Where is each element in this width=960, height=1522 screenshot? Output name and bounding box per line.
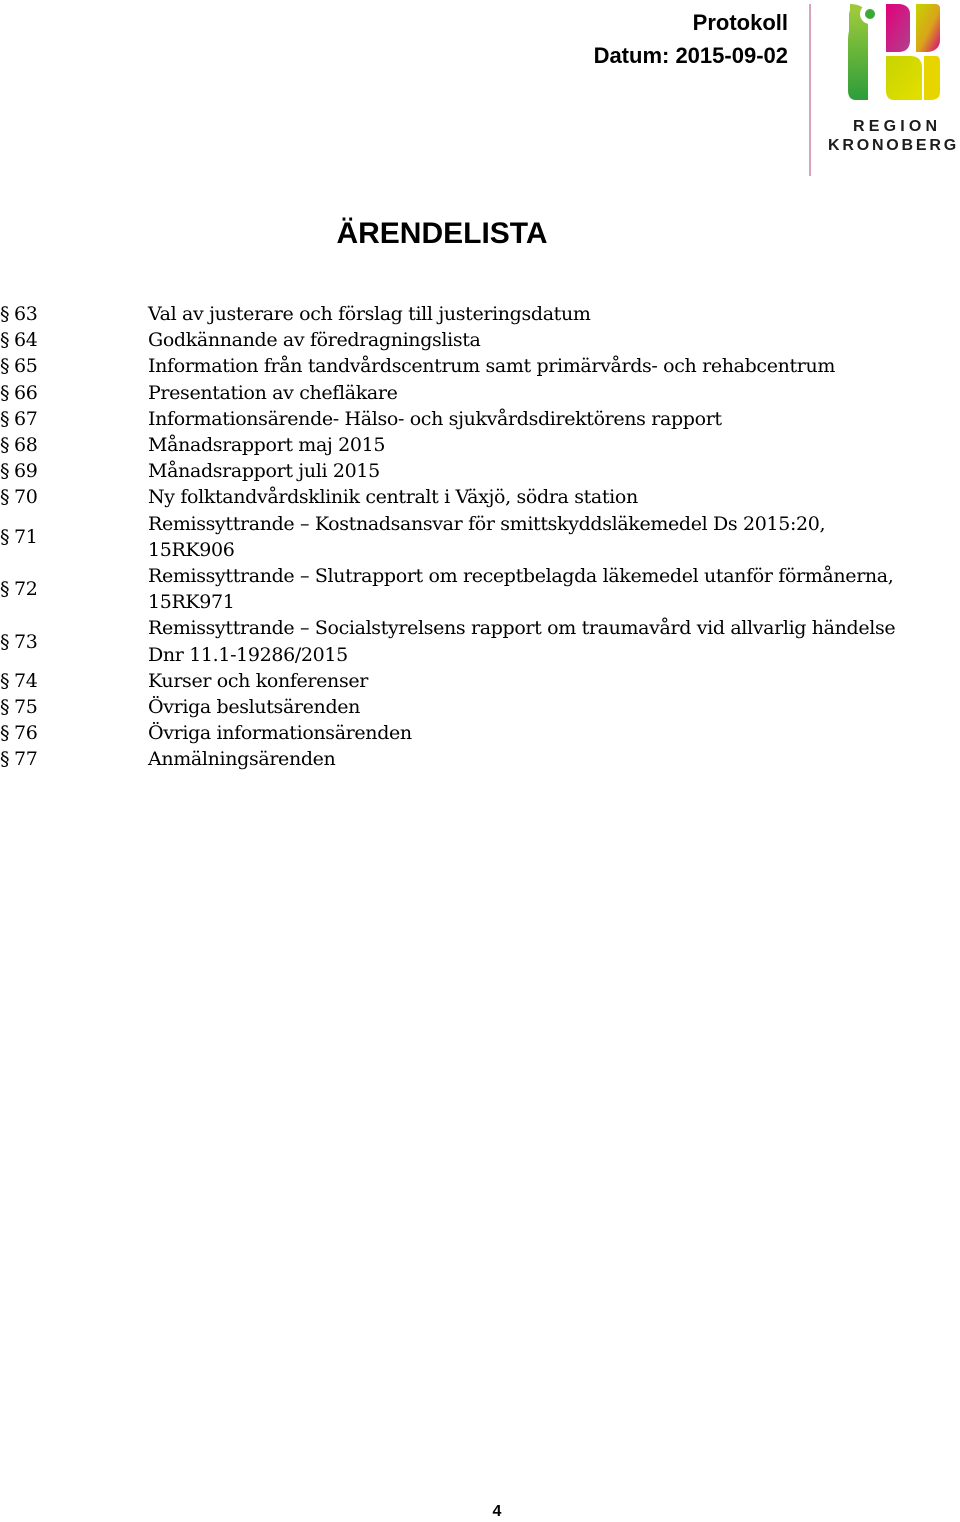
agenda-paragraph-number (0, 353, 148, 379)
section-symbol: § (0, 407, 10, 430)
section-symbol: § (0, 486, 10, 509)
agenda-paragraph-number (0, 301, 148, 327)
paragraph-number: 68 (14, 434, 38, 457)
paragraph-number: 64 (14, 329, 38, 352)
agenda-paragraph-number (0, 746, 148, 772)
agenda-paragraph-number (0, 668, 148, 694)
agenda-item-line: Remissyttrande – Socialstyrelsens rapport om traumavård vid allvarlig händelse (148, 617, 896, 640)
agenda-item-line: Presentation av chefläkare (148, 381, 398, 404)
agenda-item-text (148, 327, 900, 353)
agenda-paragraph-number (0, 380, 148, 406)
agenda-item (0, 563, 900, 615)
header-divider (809, 4, 811, 176)
section-symbol: § (0, 669, 10, 692)
agenda-item-text (148, 668, 900, 694)
paragraph-number: 76 (14, 722, 38, 745)
section-symbol: § (0, 748, 10, 771)
paragraph-number: 65 (14, 355, 38, 378)
logo-text-region: REGION (853, 118, 942, 135)
agenda-item-text (148, 563, 900, 615)
agenda-item (0, 301, 900, 327)
agenda-item-text (148, 484, 900, 510)
agenda-item (0, 484, 900, 510)
page-title: ÄRENDELISTA (336, 217, 548, 250)
paragraph-number: 63 (14, 303, 38, 325)
agenda-item-text (148, 511, 900, 563)
agenda-paragraph-number (0, 720, 148, 746)
agenda-item-line: Ny folktandvårdsklinik centralt i Växjö, södra station (148, 486, 638, 509)
agenda-paragraph-number (0, 458, 148, 484)
paragraph-number: 67 (14, 407, 38, 430)
agenda-item-line: Dnr 11.1-19286/2015 (148, 643, 348, 666)
document-date: Datum: 2015-09-02 (593, 43, 788, 68)
agenda-item (0, 327, 900, 353)
logo-mark-icon (826, 0, 960, 110)
agenda-item-line: Månadsrapport maj 2015 (148, 434, 386, 457)
agenda-item-line: Övriga informationsärenden (148, 722, 412, 745)
document-header (594, 6, 788, 72)
page-number: 4 (492, 1503, 502, 1520)
section-symbol: § (0, 355, 10, 378)
agenda-item-text (148, 720, 900, 746)
section-symbol: § (0, 696, 10, 719)
agenda-item-line: Val av justerare och förslag till justeringsdatum (148, 303, 591, 325)
section-symbol: § (0, 630, 10, 653)
agenda-paragraph-number (0, 406, 148, 432)
paragraph-number: 75 (14, 696, 38, 719)
agenda-item-line: Remissyttrande – Slutrapport om receptbelagda läkemedel utanför förmånerna, (148, 565, 894, 588)
agenda-item (0, 746, 900, 772)
agenda-item-line: Övriga beslutsärenden (148, 696, 361, 719)
region-kronoberg-logo (826, 0, 960, 160)
agenda-item (0, 458, 900, 484)
logo-text-kronoberg: KRONOBERG (828, 137, 959, 154)
agenda-item-line: Informationsärende- Hälso- och sjukvårdsdirektörens rapport (148, 407, 722, 430)
section-symbol: § (0, 525, 10, 548)
section-symbol: § (0, 722, 10, 745)
agenda-item (0, 432, 900, 458)
section-symbol: § (0, 460, 10, 483)
agenda-item (0, 694, 900, 720)
paragraph-number: 69 (14, 460, 38, 483)
agenda-item (0, 720, 900, 746)
agenda-item (0, 668, 900, 694)
section-symbol: § (0, 303, 10, 325)
paragraph-number: 71 (14, 525, 38, 548)
section-symbol: § (0, 578, 10, 601)
agenda-paragraph-number (0, 432, 148, 458)
paragraph-number: 74 (14, 669, 38, 692)
document-type: Protokoll (692, 10, 788, 35)
agenda-item-text (148, 301, 900, 327)
agenda-item (0, 406, 900, 432)
agenda-item-text (148, 380, 900, 406)
agenda-paragraph-number (0, 694, 148, 720)
agenda-item-text (148, 353, 900, 379)
agenda-item-line: Godkännande av föredragningslista (148, 329, 481, 352)
agenda-paragraph-number (0, 629, 148, 655)
agenda-item-text (148, 406, 900, 432)
agenda-item-line: Remissyttrande – Kostnadsansvar för smittskyddsläkemedel Ds 2015:20, (148, 512, 826, 535)
section-symbol: § (0, 329, 10, 352)
paragraph-number: 70 (14, 486, 38, 509)
agenda-item-text (148, 458, 900, 484)
agenda-item-text (148, 615, 900, 667)
section-symbol: § (0, 381, 10, 404)
agenda-item-line: Månadsrapport juli 2015 (148, 460, 380, 483)
paragraph-number: 77 (14, 748, 38, 771)
agenda-item (0, 511, 900, 563)
agenda-item-line: Information från tandvårdscentrum samt primärvårds- och rehabcentrum (148, 355, 836, 378)
paragraph-number: 73 (14, 630, 38, 653)
agenda-paragraph-number (0, 576, 148, 602)
agenda-item-line: Anmälningsärenden (148, 748, 336, 771)
agenda-item-line: Kurser och konferenser (148, 669, 368, 692)
agenda-item (0, 615, 900, 667)
paragraph-number: 66 (14, 381, 38, 404)
agenda-list (0, 301, 900, 773)
agenda-item-line: 15RK971 (148, 591, 235, 614)
agenda-paragraph-number (0, 524, 148, 550)
section-symbol: § (0, 434, 10, 457)
agenda-item (0, 380, 900, 406)
paragraph-number: 72 (14, 578, 38, 601)
agenda-item (0, 353, 900, 379)
agenda-paragraph-number (0, 484, 148, 510)
agenda-item-text (148, 694, 900, 720)
agenda-item-line: 15RK906 (148, 538, 235, 561)
agenda-item-text (148, 432, 900, 458)
agenda-item-text (148, 746, 900, 772)
agenda-paragraph-number (0, 327, 148, 353)
